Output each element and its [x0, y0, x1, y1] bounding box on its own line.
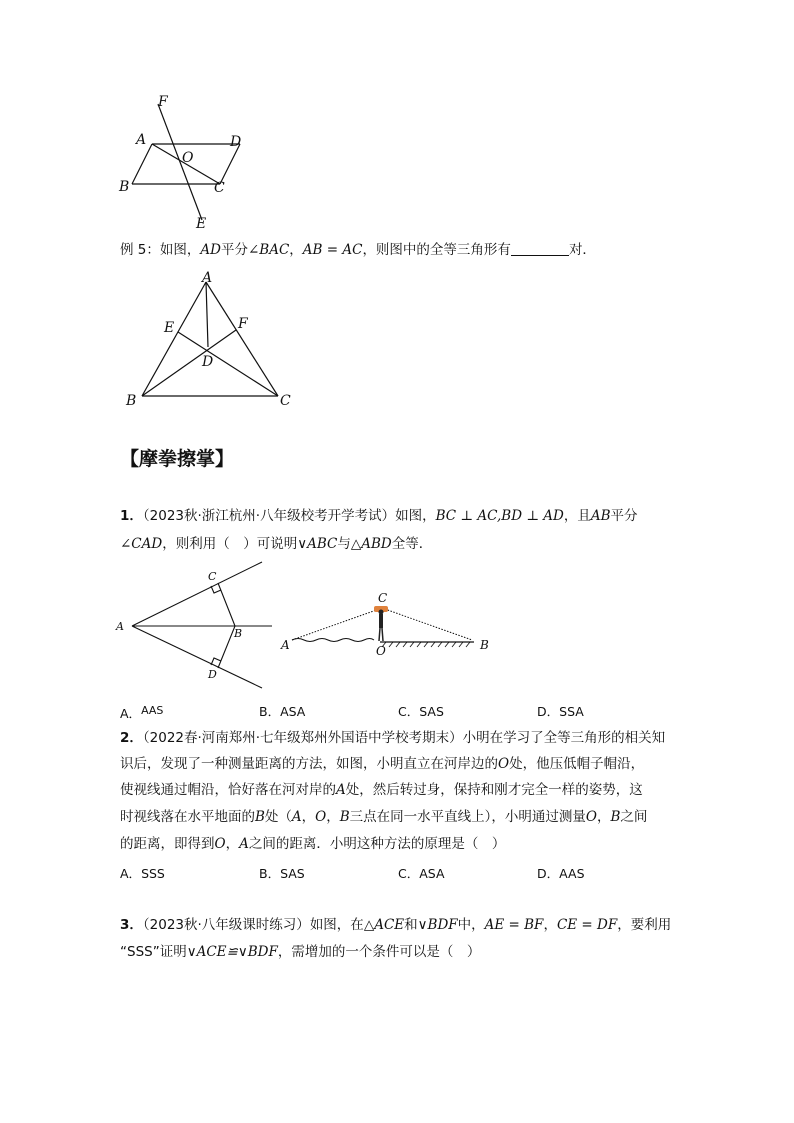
sightline-ca [292, 608, 382, 640]
q3-line-2: “SSS”证明∨ACE≌∨BDF，需增加的一个条件可以是（ ） [120, 944, 481, 960]
segment-ab [132, 144, 152, 184]
label-c: C [214, 180, 225, 196]
q2-line-3: 使视线通过帽沿，恰好落在河对岸的A处，然后转过身，保持和刚才完全一样的姿势，这 [120, 782, 643, 798]
person-icon [374, 606, 388, 641]
label-e: E [164, 320, 175, 336]
q1-line-1: 1．（2023秋·浙江杭州·八年级校考开学考试）如图，BC ⊥ AC,BD ⊥ AD，且AB平分 [120, 508, 638, 524]
label-c: C [280, 393, 291, 409]
q2-line-5: 的距离，即得到O，A之间的距离．小明这种方法的原理是（ ） [120, 836, 506, 852]
q1-option-a[interactable]: A．AAS [120, 704, 164, 721]
label-a: A [202, 270, 213, 286]
q2-line-4: 时视线落在水平地面的B处（A，O，B三点在同一水平直线上），小明通过测量O，B之间 [120, 809, 648, 825]
segment-ce [178, 332, 278, 396]
segment-bf [142, 330, 236, 396]
label-d: D [230, 134, 242, 150]
section-heading: 【摩拳擦掌】 [120, 448, 235, 470]
answer-blank[interactable] [511, 241, 569, 256]
label-a: A [116, 620, 124, 633]
river-bank [292, 639, 374, 642]
q1-option-d[interactable]: D．SSA [537, 704, 584, 719]
q1-figure-angle-bisector [114, 560, 279, 695]
label-b: B [480, 638, 489, 652]
q1-figure-measure-distance [276, 586, 498, 660]
label-b: B [126, 393, 137, 409]
label-d: D [202, 354, 214, 370]
label-b: B [234, 627, 243, 640]
q2-option-a[interactable]: A．SSS [120, 866, 165, 881]
q2-option-c[interactable]: C．ASA [398, 866, 445, 881]
sightline-cb [382, 608, 472, 640]
label-c: C [378, 591, 388, 605]
q3-line-1: 3．（2023秋·八年级课时练习）如图，在△ACE和∨BDF中，AE = BF，CE = DF，要利用 [120, 917, 672, 933]
label-b: B [119, 179, 130, 195]
label-f: F [238, 316, 248, 332]
segment-ac [206, 282, 278, 396]
segment-db [218, 626, 235, 668]
label-e: E [196, 216, 207, 232]
label-o: O [182, 150, 194, 166]
label-f: F [158, 94, 168, 110]
figure-parallelogram [110, 88, 260, 238]
segment-cb [218, 583, 235, 626]
q2-line-2: 识后，发现了一种测量距离的方法，如图，小明直立在河岸边的O处，他压低帽子帽沿， [120, 756, 645, 772]
segment-dc [220, 144, 240, 184]
ray-ac [132, 562, 262, 626]
label-c: C [208, 570, 217, 583]
q2-line-1: 2．（2022春·河南郑州·七年级郑州外国语中学校考期末）小明在学习了全等三角形的相关知 [120, 730, 666, 746]
q1-option-b[interactable]: B．ASA [259, 704, 306, 719]
label-a: A [136, 132, 147, 148]
q2-option-b[interactable]: B．SAS [259, 866, 305, 881]
label-d: D [208, 668, 217, 681]
segment-fe [158, 104, 202, 220]
segment-ad [206, 282, 208, 347]
q1-option-c[interactable]: C．SAS [398, 704, 444, 719]
label-a: A [281, 638, 290, 652]
label-o: O [376, 644, 386, 658]
example-5-text: 例 5：如图，AD平分∠BAC，AB = AC，则图中的全等三角形有 对． [120, 242, 596, 258]
q1-line-2: ∠CAD，则利用（ ）可说明∨ABC与△ABD全等． [120, 536, 433, 552]
segment-ab [142, 282, 206, 396]
ray-ad [132, 626, 262, 688]
q2-option-d[interactable]: D．AAS [537, 866, 585, 881]
figure-triangle-abc [118, 268, 308, 414]
